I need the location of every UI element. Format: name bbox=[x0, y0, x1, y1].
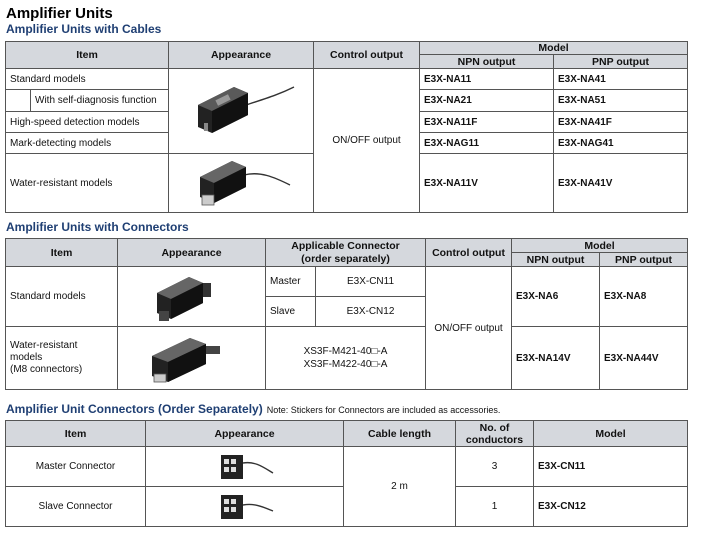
header-pnp: PNP output bbox=[554, 55, 688, 69]
header-appearance: Appearance bbox=[169, 42, 314, 69]
header-model: Model bbox=[420, 42, 688, 55]
header-item: Item bbox=[6, 239, 118, 267]
row-conductors: 1 bbox=[456, 487, 534, 527]
slave-connector-image bbox=[215, 489, 275, 525]
header-model: Model bbox=[512, 239, 688, 253]
amplifier-unit-image bbox=[186, 75, 296, 147]
applicable-connector-cell bbox=[266, 327, 426, 390]
row-item: Standard models bbox=[6, 69, 169, 90]
row-npn: E3X-NA21 bbox=[420, 90, 554, 112]
appearance-cell bbox=[169, 69, 314, 154]
row-npn: E3X-NAG11 bbox=[420, 133, 554, 154]
row-pnp: E3X-NA41V bbox=[554, 154, 688, 213]
cables-heading: Amplifier Units with Cables bbox=[6, 22, 162, 36]
row-item: Slave Connector bbox=[6, 487, 146, 527]
control-output-cell: ON/OFF output bbox=[314, 69, 420, 213]
table-row bbox=[6, 69, 688, 90]
row-npn: E3X-NA11 bbox=[420, 69, 554, 90]
row-item: Water-resistant models bbox=[6, 154, 169, 213]
connectors-table bbox=[5, 238, 688, 390]
row-pnp: E3X-NA44V bbox=[600, 327, 688, 390]
appearance-cell bbox=[169, 154, 314, 213]
row-item: Master Connector bbox=[6, 447, 146, 487]
connector-part-1: XS3F-M421-40□-A bbox=[303, 346, 388, 357]
header-model: Model bbox=[534, 421, 688, 447]
row-pnp: E3X-NA8 bbox=[600, 267, 688, 327]
row-npn: E3X-NA11F bbox=[420, 112, 554, 133]
cable-length-cell: 2 m bbox=[344, 447, 456, 527]
header-appearance: Appearance bbox=[118, 239, 266, 267]
accessories-note: Note: Stickers for Connectors are included as accessories. bbox=[266, 405, 501, 415]
row-model: E3X-CN11 bbox=[534, 447, 688, 487]
unit-connectors-heading: Amplifier Unit Connectors (Order Separately) Note: Stickers for Connectors are included as accessories. bbox=[6, 402, 501, 416]
row-item: Standard models bbox=[6, 267, 118, 327]
table-row bbox=[6, 327, 688, 390]
amplifier-unit-image bbox=[147, 269, 237, 325]
slave-label: Slave bbox=[266, 297, 316, 327]
row-item: Mark-detecting models bbox=[6, 133, 169, 154]
header-npn: NPN output bbox=[420, 55, 554, 69]
header-item: Item bbox=[6, 42, 169, 69]
row-npn: E3X-NA11V bbox=[420, 154, 554, 213]
connector-part-2: XS3F-M422-40□-A bbox=[303, 359, 388, 370]
master-connector-image bbox=[215, 449, 275, 485]
header-control-output: Control output bbox=[426, 239, 512, 267]
row-item: High-speed detection models bbox=[6, 112, 169, 133]
header-pnp: PNP output bbox=[600, 253, 688, 267]
header-applicable-connector: Applicable Connector (order separately) bbox=[266, 239, 426, 267]
water-resistant-amplifier-image bbox=[142, 330, 242, 386]
header-cable-length: Cable length bbox=[344, 421, 456, 447]
row-pnp: E3X-NA41 bbox=[554, 69, 688, 90]
row-npn: E3X-NA14V bbox=[512, 327, 600, 390]
header-npn: NPN output bbox=[512, 253, 600, 267]
row-npn: E3X-NA6 bbox=[512, 267, 600, 327]
row-conductors: 3 bbox=[456, 447, 534, 487]
appearance-cell bbox=[118, 267, 266, 327]
appearance-cell bbox=[146, 447, 344, 487]
row-pnp: E3X-NAG41 bbox=[554, 133, 688, 154]
header-conductors: No. of conductors bbox=[456, 421, 534, 447]
row-item: Water-resistant models (M8 connectors) bbox=[6, 327, 118, 390]
header-appearance: Appearance bbox=[146, 421, 344, 447]
header-item: Item bbox=[6, 421, 146, 447]
table-row bbox=[6, 267, 688, 297]
connectors-heading: Amplifier Units with Connectors bbox=[6, 220, 189, 234]
row-item: With self-diagnosis function bbox=[6, 90, 169, 112]
master-connector-value: E3X-CN11 bbox=[316, 267, 426, 297]
page-title: Amplifier Units bbox=[6, 5, 113, 22]
table-row bbox=[6, 447, 688, 487]
slave-connector-value: E3X-CN12 bbox=[316, 297, 426, 327]
row-pnp: E3X-NA41F bbox=[554, 112, 688, 133]
row-model: E3X-CN12 bbox=[534, 487, 688, 527]
appearance-cell bbox=[118, 327, 266, 390]
row-pnp: E3X-NA51 bbox=[554, 90, 688, 112]
water-resistant-amplifier-image bbox=[186, 155, 296, 211]
master-label: Master bbox=[266, 267, 316, 297]
header-control-output: Control output bbox=[314, 42, 420, 69]
cables-table bbox=[5, 41, 688, 213]
control-output-cell: ON/OFF output bbox=[426, 267, 512, 390]
unit-connectors-table bbox=[5, 420, 688, 527]
appearance-cell bbox=[146, 487, 344, 527]
